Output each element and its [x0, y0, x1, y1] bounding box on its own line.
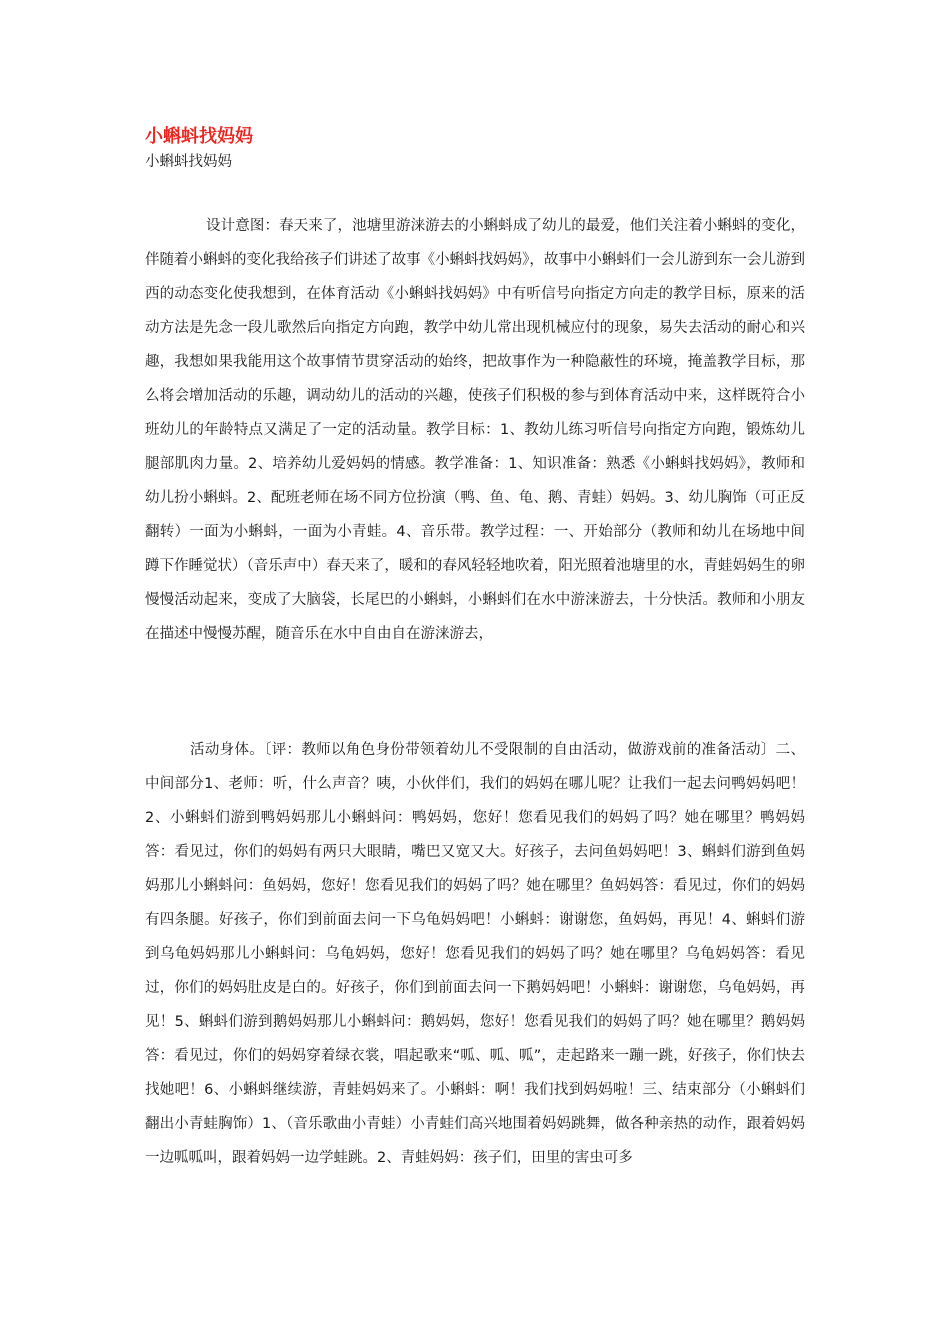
body-paragraph-design-intent: 设计意图：春天来了，池塘里游涞游去的小蝌蚪成了幼儿的最爱，他们关注着小蝌蚪的变化，伴随着小蝌蚪的变化我给孩子们讲述了故事《小蝌蚪找妈妈》，故事中小蝌蚪们一会儿游到东一会儿游到西的动态变化使我想到，在体育活动《小蝌蚪找妈妈》中有听信号向指定方向走的教学目标，原来的活动方法是先念一段儿歌然后向指定方向跑，教学中幼儿常出现机械应付的现象，易失去活动的耐心和兴趣，我想如果我能用这个故事情节贯穿活动的始终，把故事作为一种隐蔽性的环境，掩盖教学目标，那么将会增加活动的乐趣，调动幼儿的活动的兴趣，使孩子们积极的参与到体育活动中来，这样既符合小班幼儿的年龄特点又满足了一定的活动量。教学目标：1、教幼儿练习听信号向指定方向跑，锻炼幼儿腿部肌肉力量。2、培养幼儿爱妈妈的情感。教学准备：1、知识准备：熟悉《小蝌蚪找妈妈》，教师和幼儿扮小蝌蚪。2、配班老师在场不同方位扮演（鸭、鱼、龟、鹅、青蛙）妈妈。3、幼儿胸饰（可正反翻转）一面为小蝌蚪，一面为小青蛙。4、音乐带。教学过程：一、开始部分（教师和幼儿在场地中间蹲下作睡觉状）（音乐声中）春天来了，暖和的春风轻轻地吹着，阳光照着池塘里的水，青蛙妈妈生的卵慢慢活动起来，变成了大脑袋，长尾巴的小蝌蚪，小蝌蚪们在水中游涞游去，十分快活。教师和小朋友在描述中慢慢苏醒，随音乐在水中自由自在游涞游去， — [145, 218, 805, 642]
body-paragraph-activity: 活动身体。〔评：教师以角色身份带领着幼儿不受限制的自由活动，做游戏前的准备活动〕二、中间部分1、老师：听，什么声音？咦，小伙伴们，我们的妈妈在哪儿呢？让我们一起去问鸭妈妈吧！2、小蝌蚪们游到鸭妈妈那儿小蝌蚪问：鸭妈妈，您好！您看见我们的妈妈了吗？她在哪里？鸭妈妈答：看见过，你们的妈妈有两只大眼睛，嘴巴又宽又大。好孩子，去问鱼妈妈吧！3、蝌蚪们游到鱼妈妈那儿小蝌蚪问：鱼妈妈，您好！您看见我们的妈妈了吗？她在哪里？鱼妈妈答：看见过，你们的妈妈有四条腿。好孩子，你们到前面去问一下乌龟妈妈吧！小蝌蚪：谢谢您，鱼妈妈，再见！4、蝌蚪们游到乌龟妈妈那儿小蝌蚪问：乌龟妈妈，您好！您看见我们的妈妈了吗？她在哪里？乌龟妈妈答：看见过，你们的妈妈肚皮是白的。好孩子，你们到前面去问一下鹅妈妈吧！小蝌蚪：谢谢您，乌龟妈妈，再见！5、蝌蚪们游到鹅妈妈那儿小蝌蚪问：鹅妈妈，您好！您看见我们的妈妈了吗？她在哪里？鹅妈妈答：看见过，你们的妈妈穿着绿衣裳，唱起歌来“呱、呱、呱”，走起路来一蹦一跳，好孩子，你们快去找她吧！6、小蝌蚪继续游，青蛙妈妈来了。小蝌蚪：啊！我们找到妈妈啦！三、结束部分（小蝌蚪们翻出小青蛙胸饰）1、（音乐歌曲小青蛙）小青蛙们高兴地围着妈妈跳舞，做各种亲热的动作，跟着妈妈一边呱呱叫，跟着妈妈一边学蛙跳。2、青蛙妈妈：孩子们，田里的害虫可多 — [145, 742, 805, 1166]
document-title: 小蝌蚪找妈妈 — [145, 126, 253, 147]
document-subtitle: 小蝌蚪找妈妈 — [145, 154, 232, 170]
